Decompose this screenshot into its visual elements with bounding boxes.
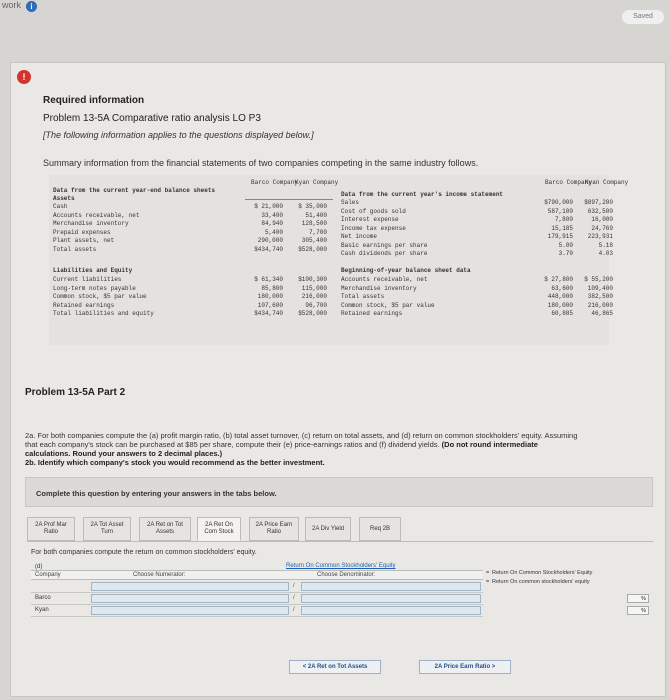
begin-kyan-2: 382,500: [587, 293, 613, 300]
income-kyan-3: 24,769: [591, 224, 613, 232]
liab-kyan-0: $100,300: [298, 276, 327, 283]
part2-line2: 2b. Identify which company's stock you would recommend as the better investment.: [25, 458, 325, 467]
part2-instructions: [25, 431, 585, 467]
assets-label-5: Total assets: [53, 245, 97, 253]
assets-barco-2: 84,940: [261, 220, 283, 227]
roe-header-link[interactable]: Return On Common Stockholders' Equity: [286, 563, 396, 569]
problem-note: [The following information applies to the questions displayed below.]: [43, 130, 314, 140]
assets-label-0: Cash: [53, 203, 68, 210]
assets-label-4: Plant assets, net: [53, 237, 115, 244]
liab-barco-0: $ 61,340: [254, 276, 283, 283]
assets-label-3: Prepaid expenses: [53, 228, 111, 236]
col-header-kyan-right: Kyan Company: [585, 179, 629, 186]
begin-label-4: Retained earnings: [341, 310, 403, 317]
begin-kyan-3: 216,000: [587, 301, 613, 309]
tab-div-yield[interactable]: 2A Div Yield: [305, 517, 351, 541]
income-label-4: Net income: [341, 233, 378, 240]
company-col-header: Company: [35, 572, 61, 578]
tab-req-2b[interactable]: Req 2B: [359, 517, 401, 541]
blank-row: /: [31, 581, 483, 593]
panel-instruction: For both companies compute the return on common stockholders' equity.: [31, 549, 257, 556]
begin-barco-2: 448,000: [547, 293, 573, 300]
income-kyan-5: 5.18: [598, 241, 613, 249]
row-company-barco: Barco: [35, 595, 51, 601]
begin-label-2: Total assets: [341, 293, 385, 300]
begin-kyan-1: 109,400: [587, 284, 613, 292]
liab-barco-1: 85,800: [261, 284, 283, 292]
assets-kyan-0: $ 35,000: [298, 203, 327, 210]
income-barco-6: 3.70: [558, 250, 573, 257]
income-label-5: Basic earnings per share: [341, 241, 428, 249]
liab-kyan-2: 216,000: [301, 293, 327, 300]
assets-kyan-4: 305,400: [301, 237, 327, 244]
income-barco-4: 179,915: [547, 233, 573, 240]
income-heading: Data from the current year's income statement: [341, 191, 504, 198]
financial-statements-image: [49, 175, 629, 345]
next-tab-button[interactable]: 2A Price Earn Ratio >: [419, 660, 511, 674]
begin-label-3: Common stock, $5 par value: [341, 301, 435, 309]
income-kyan-0: $897,200: [584, 199, 613, 206]
income-kyan-6: 4.03: [598, 250, 613, 257]
table-row: Kyan /: [31, 605, 483, 617]
part2-title: Problem 13-5A Part 2: [25, 387, 126, 398]
kyan-denominator-input[interactable]: [301, 606, 481, 615]
liab-kyan-4: $528,000: [298, 310, 327, 317]
liab-label-3: Retained earnings: [53, 301, 115, 309]
required-info-title: Required information: [43, 95, 145, 106]
prev-tab-button[interactable]: < 2A Ret on Tot Assets: [289, 660, 381, 674]
part2-line1: 2a. For both companies compute the (a) profit margin ratio, (b) total asset turnover, (c) return on total assets, and (d) return on common stockholders' equity. Assuming that each company's stock can be purchased at $85 per share, compute their (e) price-earnings ratios and (f) dividend yields.: [25, 431, 578, 449]
liab-kyan-1: 115,000: [301, 284, 327, 292]
liab-barco-2: 180,000: [257, 293, 283, 300]
income-kyan-2: 16,000: [591, 216, 613, 223]
barco-result-field[interactable]: %: [627, 594, 649, 603]
assets-kyan-5: $528,000: [298, 245, 327, 253]
blank-numerator-input[interactable]: [91, 582, 289, 591]
tab-tot-asset-turn[interactable]: 2A Tot Asset Turn: [83, 517, 131, 541]
tab-ret-on-tot-assets[interactable]: 2A Ret on Tot Assets: [139, 517, 191, 541]
problem-title: Problem 13-5A Comparative ratio analysis LO P3: [43, 113, 261, 124]
begin-heading: Beginning-of-year balance sheet data: [341, 267, 471, 274]
kyan-numerator-input[interactable]: [91, 606, 289, 615]
begin-kyan-0: $ 55,200: [584, 276, 613, 283]
assets-kyan-2: 128,500: [301, 220, 327, 227]
question-card: [10, 62, 666, 697]
liab-label-4: Total liabilities and equity: [53, 310, 154, 317]
summary-text: Summary information from the financial statements of two companies competing in the same industry follows.: [43, 158, 479, 168]
liab-heading: Liabilities and Equity: [53, 267, 133, 274]
assets-barco-0: $ 21,000: [254, 203, 283, 210]
begin-barco-4: 60,885: [551, 310, 573, 317]
part2-round-note: (Do not round intermediate calculations. Round your answers to 2 decimal places.): [25, 440, 538, 458]
blank-denominator-input[interactable]: [301, 582, 481, 591]
assets-barco-3: 5,400: [264, 228, 283, 236]
assets-kyan-3: 7,700: [308, 228, 327, 236]
balance-heading: Data from the current year-end balance sheets: [53, 187, 216, 194]
income-barco-5: 5.00: [558, 241, 573, 249]
numerator-header: Choose Numerator:: [133, 572, 186, 578]
begin-barco-1: 63,600: [551, 284, 573, 292]
income-label-0: Sales: [341, 199, 360, 206]
begin-label-1: Merchandise inventory: [341, 284, 417, 292]
income-barco-3: 15,185: [551, 224, 573, 232]
income-barco-2: 7,800: [554, 216, 573, 223]
assets-kyan-1: 51,400: [305, 211, 327, 219]
col-header-barco-right: Barco Company: [545, 179, 592, 186]
alert-icon: !: [17, 70, 31, 84]
legend-result-2: = Return On common stockholders' equity: [486, 579, 590, 585]
begin-label-0: Accounts receivable, net: [341, 276, 428, 283]
liab-kyan-3: 96,700: [305, 301, 327, 309]
begin-barco-3: 180,000: [547, 301, 573, 309]
col-header-kyan-left: Kyan Company: [295, 179, 339, 186]
tab-panel: [27, 541, 653, 675]
begin-barco-0: $ 27,800: [544, 276, 573, 283]
assets-barco-4: 290,000: [257, 237, 283, 244]
assets-heading: Assets: [53, 195, 75, 202]
kyan-result-field[interactable]: %: [627, 606, 649, 615]
income-label-2: Interest expense: [341, 216, 399, 223]
liab-label-1: Long-term notes payable: [53, 284, 136, 292]
liab-barco-3: 107,600: [257, 301, 283, 309]
col-header-barco-left: Barco Company: [251, 179, 298, 186]
income-label-6: Cash dividends per share: [341, 250, 428, 257]
legend-result-1: = Return On Common Stockholders' Equity: [486, 570, 593, 576]
grid-header-row: [31, 570, 483, 580]
liab-barco-4: $434,740: [254, 310, 283, 317]
income-kyan-4: 223,931: [587, 233, 613, 240]
tab-ret-on-com-stock[interactable]: 2A Ret On Com Stock: [197, 517, 241, 541]
work-label: work: [2, 0, 22, 10]
liab-label-0: Current liabilities: [53, 276, 122, 283]
assets-label-2: Merchandise inventory: [53, 220, 129, 227]
liab-label-2: Common stock, $5 par value: [53, 293, 147, 300]
income-barco-1: 587,100: [547, 207, 573, 215]
complete-message: Complete this question by entering your answers in the tabs below.: [36, 489, 277, 498]
tab-prof-mar-ratio[interactable]: 2A Prof Mar Ratio: [27, 517, 75, 541]
table-row: Barco /: [31, 593, 483, 605]
assets-barco-1: 33,400: [261, 211, 283, 219]
top-bar: [0, 0, 670, 22]
income-barco-0: $790,000: [544, 199, 573, 206]
complete-banner: [25, 477, 653, 507]
begin-kyan-4: 46,865: [591, 310, 613, 317]
income-kyan-1: 632,500: [587, 207, 613, 215]
assets-barco-5: $434,740: [254, 245, 283, 253]
row-company-kyan: Kyan: [35, 607, 49, 613]
barco-denominator-input[interactable]: [301, 594, 481, 603]
tab-price-earn-ratio[interactable]: 2A Price Earn Ratio: [249, 517, 299, 541]
income-label-3: Income tax expense: [341, 224, 406, 232]
income-label-1: Cost of goods sold: [341, 207, 406, 215]
saved-indicator: Saved: [622, 10, 664, 24]
assets-label-1: Accounts receivable, net: [53, 211, 140, 219]
info-icon[interactable]: i: [26, 1, 37, 12]
denominator-header: Choose Denominator:: [317, 572, 376, 578]
barco-numerator-input[interactable]: [91, 594, 289, 603]
part-d-label: (d): [35, 564, 43, 570]
